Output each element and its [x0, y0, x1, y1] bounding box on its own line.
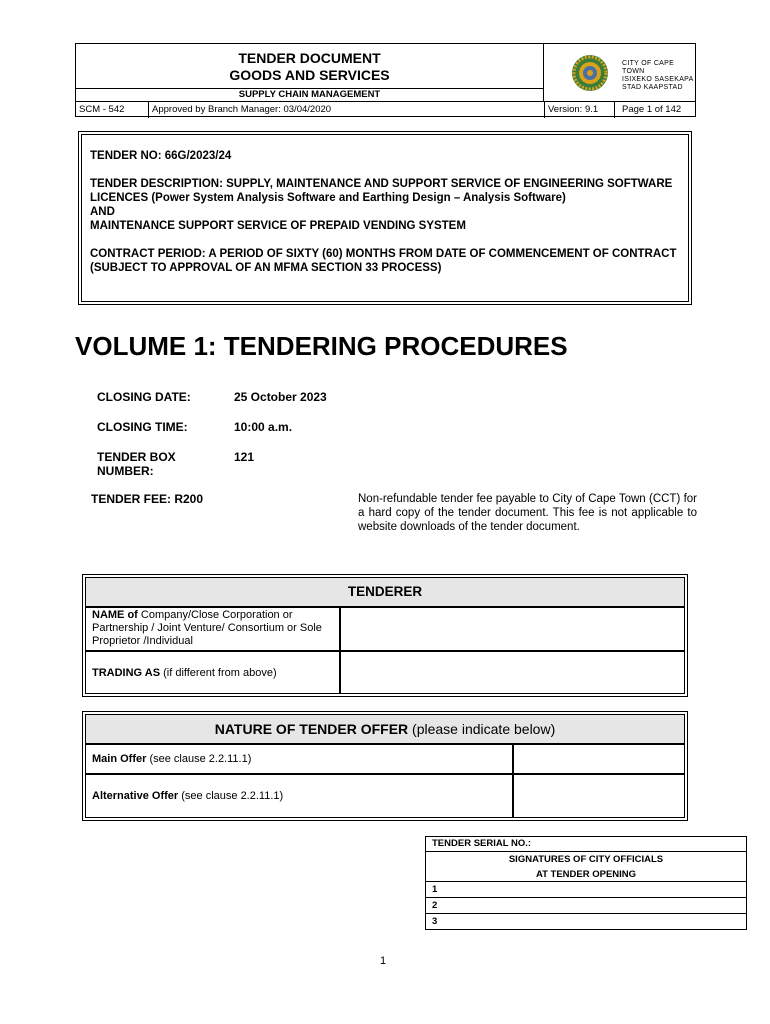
- header-title: [76, 44, 544, 88]
- city-logo: [544, 44, 697, 101]
- signature-row-number: 2: [432, 900, 438, 911]
- logo-line1: CITY OF CAPE TOWN: [622, 60, 675, 75]
- tenderer-heading: TENDERER: [85, 577, 685, 607]
- city-logo-text: [622, 60, 697, 92]
- nature-of-offer-table: [82, 711, 688, 821]
- signatures-heading-line1: SIGNATURES OF CITY OFFICIALS: [508, 854, 664, 865]
- tender-serial-table: [425, 836, 747, 930]
- alternative-offer-bold: Alternative Offer: [92, 790, 179, 802]
- tender-box-label-line1: TENDER BOX: [97, 450, 176, 464]
- city-emblem-icon: [570, 53, 610, 93]
- closing-time-value: 10:00 a.m.: [234, 420, 293, 434]
- doc-code: SCM - 542: [79, 104, 125, 115]
- tender-description: TENDER DESCRIPTION: SUPPLY, MAINTENANCE AND SUPPORT SERVICE OF ENGINEERING SOFTWARE LICENCES (Power System Analysis Software and Earthing Design – Analysis Software): [90, 178, 673, 204]
- approval-info: Approved by Branch Manager: 03/04/2020: [148, 102, 544, 118]
- trading-as-label-rest: (if different from above): [160, 667, 277, 679]
- alternative-offer-rest: (see clause 2.2.11.1): [178, 790, 284, 802]
- logo-line3: STAD KAAPSTAD: [622, 84, 683, 91]
- company-name-field[interactable]: [340, 607, 685, 651]
- header-title-line2: GOODS AND SERVICES: [229, 67, 390, 83]
- tender-fee-label: TENDER FEE: R200: [91, 492, 204, 506]
- trading-as-label-bold: TRADING AS: [92, 667, 161, 679]
- signature-row-number: 1: [432, 884, 438, 895]
- header-title-line1: TENDER DOCUMENT: [238, 50, 381, 66]
- header-meta-row: [76, 101, 695, 118]
- tenderer-table: [82, 574, 688, 697]
- trading-as-label: [85, 651, 340, 694]
- volume-title: VOLUME 1: TENDERING PROCEDURES: [75, 331, 568, 361]
- main-offer-label: [85, 744, 513, 774]
- signature-row[interactable]: [426, 898, 746, 914]
- document-header: [75, 43, 696, 117]
- closing-date-value: 25 October 2023: [234, 390, 327, 404]
- nature-heading-rest: (please indicate below): [408, 721, 556, 737]
- tender-box-value: 121: [234, 450, 255, 464]
- tender-box-label: [97, 450, 176, 478]
- contract-period: CONTRACT PERIOD: A PERIOD OF SIXTY (60) MONTHS FROM DATE OF COMMENCEMENT OF CONTRACT (SUBJECT TO APPROVAL OF AN MFMA SECTION 33 PROCESS): [90, 248, 677, 274]
- trading-as-field[interactable]: [340, 651, 685, 694]
- tender-number: TENDER NO: 66G/2023/24: [90, 150, 232, 162]
- company-name-label-rest: Company/Close Corporation or Partnership / Joint Venture/ Consortium or Sole Proprietor /Individual: [92, 609, 322, 647]
- alternative-offer-field[interactable]: [513, 774, 685, 818]
- tender-description-2: MAINTENANCE SUPPORT SERVICE OF PREPAID VENDING SYSTEM: [90, 220, 466, 232]
- closing-date-label: CLOSING DATE:: [97, 390, 191, 404]
- company-name-label: [85, 607, 340, 651]
- closing-time-label: CLOSING TIME:: [97, 420, 188, 434]
- tender-and: AND: [90, 206, 115, 218]
- signature-row-number: 3: [432, 916, 438, 927]
- tender-serial-title: TENDER SERIAL NO.:: [426, 837, 746, 852]
- signatures-heading: [426, 852, 746, 882]
- nature-heading-bold: NATURE OF TENDER OFFER: [214, 721, 409, 737]
- page-number: 1: [380, 955, 387, 967]
- main-offer-rest: (see clause 2.2.11.1): [146, 753, 252, 765]
- header-subtitle: SUPPLY CHAIN MANAGEMENT: [76, 88, 544, 101]
- logo-line2: ISIXEKO SASEKAPA: [622, 76, 694, 83]
- nature-of-offer-heading: [85, 714, 685, 744]
- tender-box-label-line2: NUMBER:: [97, 464, 154, 478]
- tender-info-box: [78, 131, 692, 305]
- signature-row[interactable]: [426, 914, 746, 929]
- main-offer-field[interactable]: [513, 744, 685, 774]
- main-offer-bold: Main Offer: [92, 753, 147, 765]
- company-name-label-bold: NAME of: [92, 609, 138, 621]
- page-count: Page 1 of 142: [614, 102, 695, 118]
- signature-row[interactable]: [426, 882, 746, 898]
- version: Version: 9.1: [544, 102, 614, 118]
- signatures-heading-line2: AT TENDER OPENING: [535, 869, 637, 880]
- alternative-offer-label: [85, 774, 513, 818]
- tender-fee-description: Non-refundable tender fee payable to City of Cape Town (CCT) for a hard copy of the tender document. This fee is not applicable to website downloads of the tender document.: [358, 493, 697, 533]
